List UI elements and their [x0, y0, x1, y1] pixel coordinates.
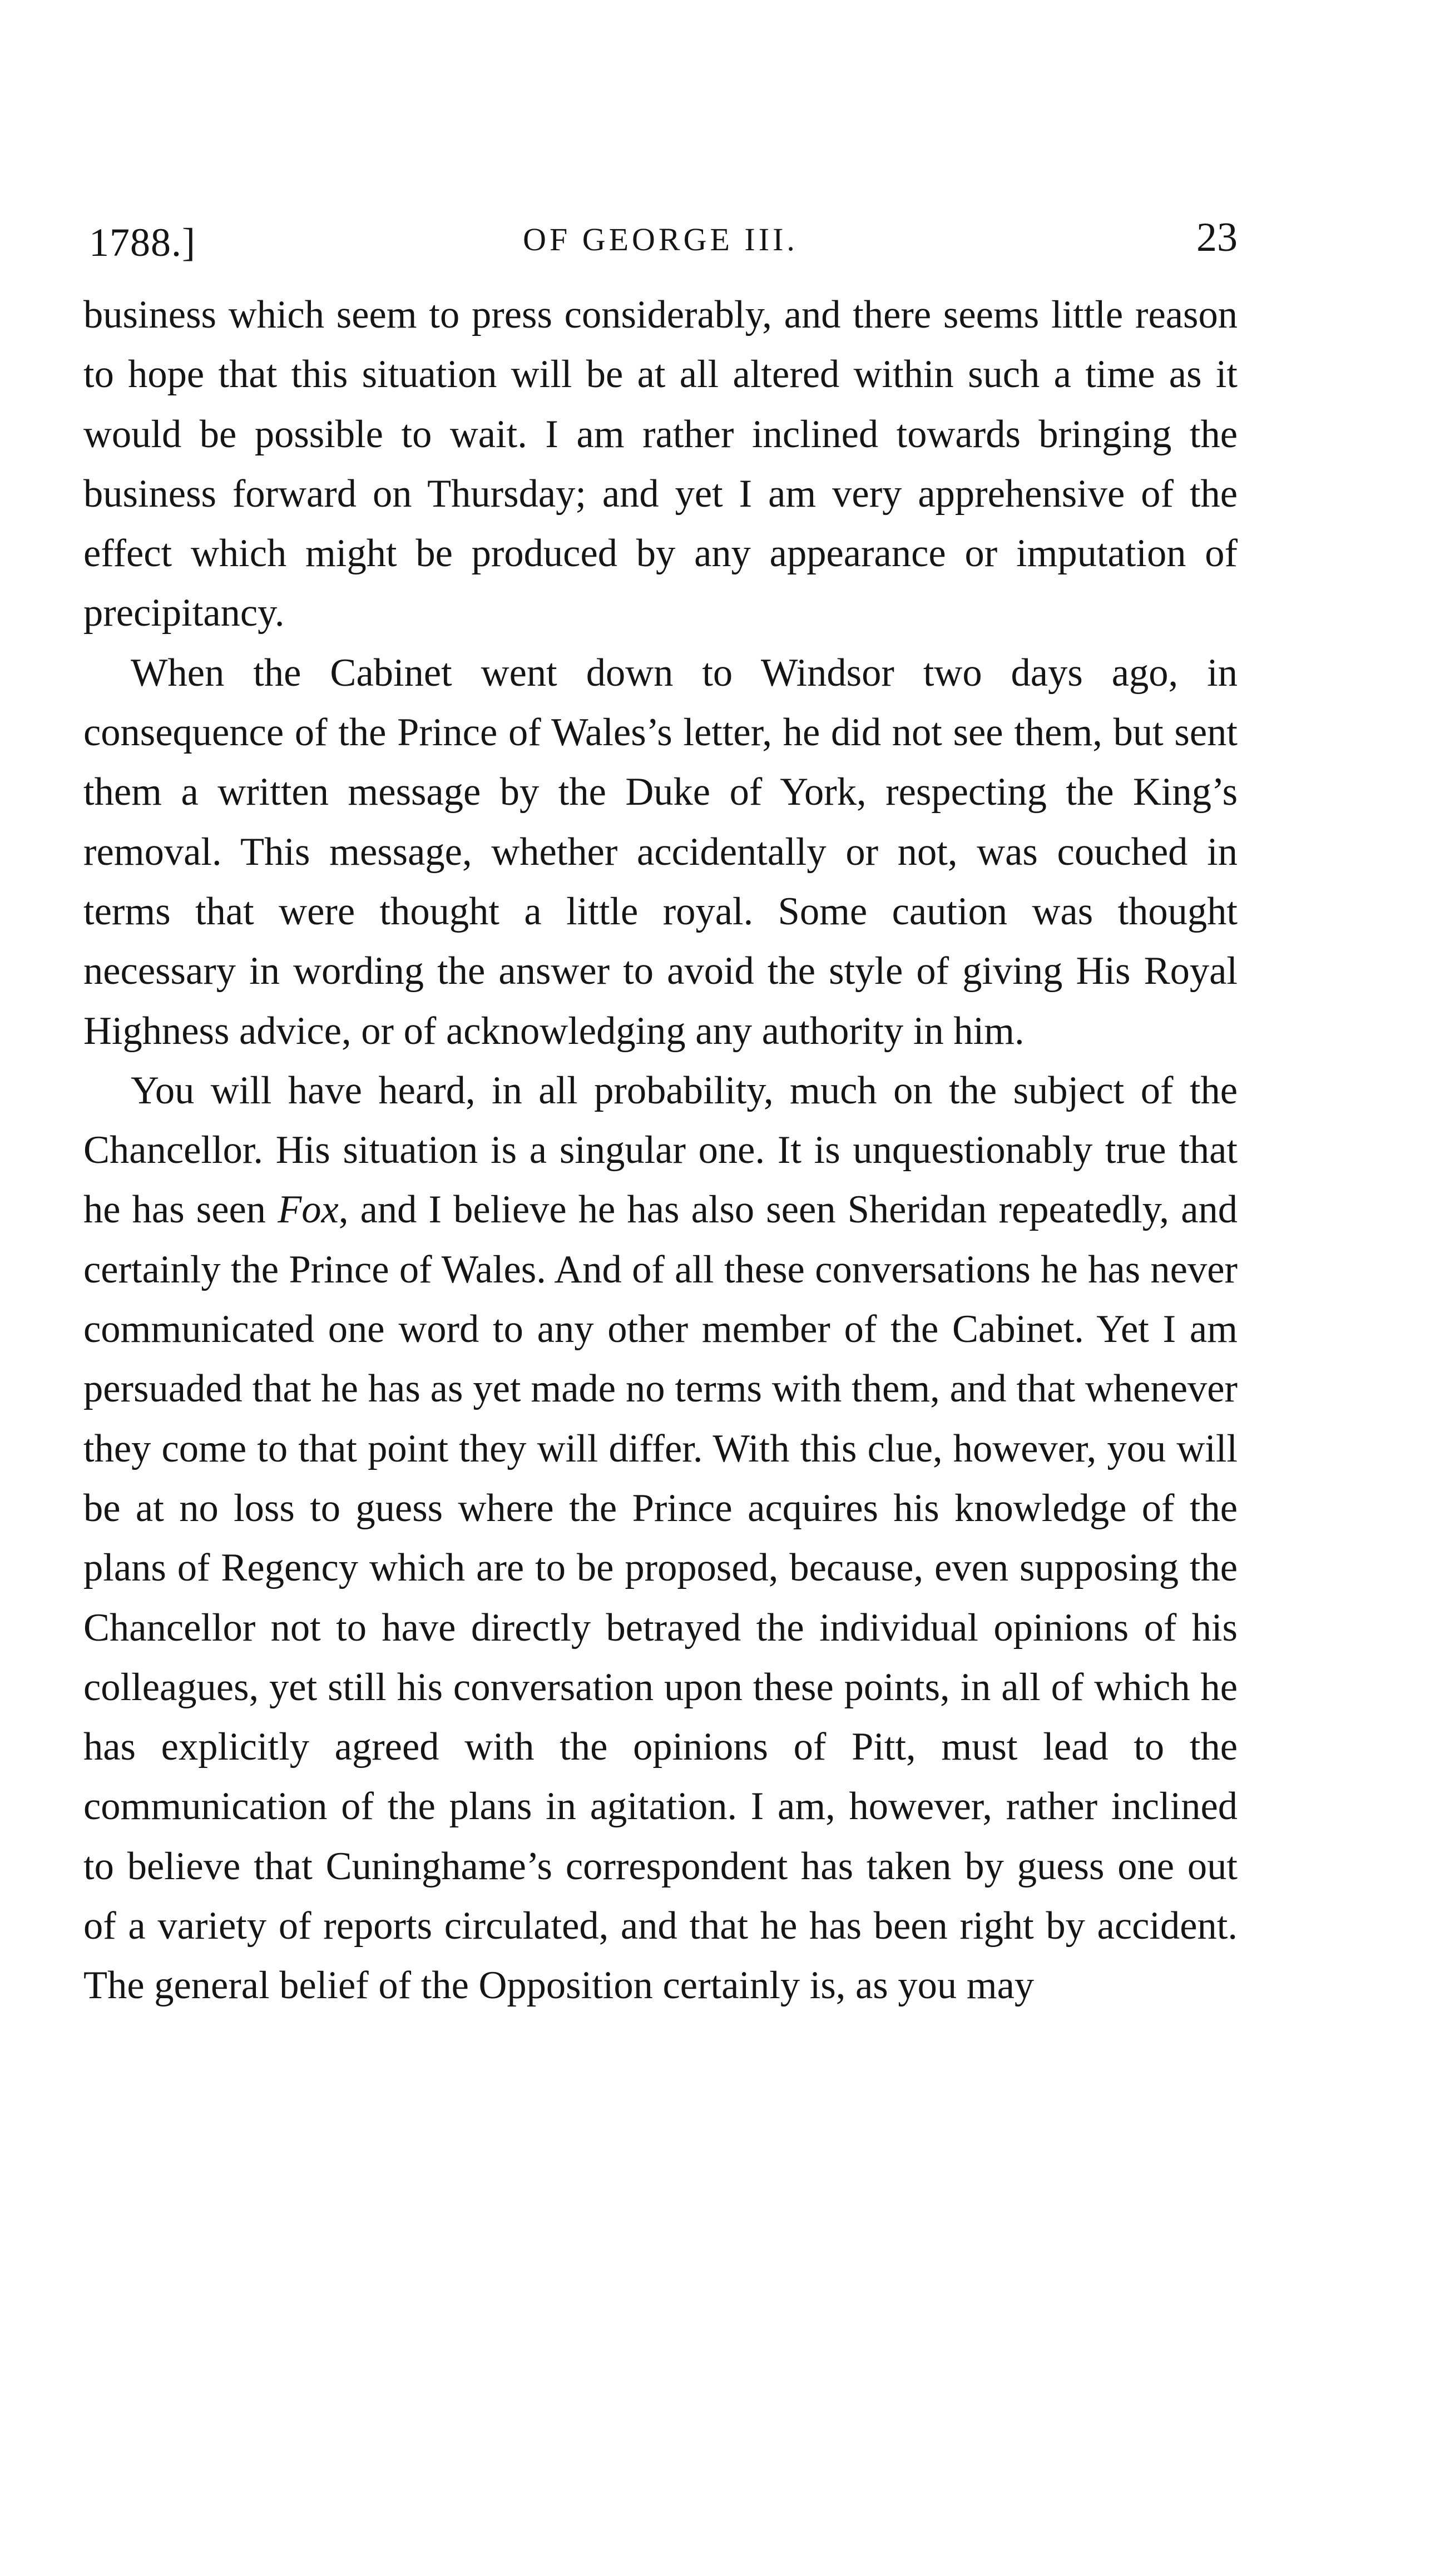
paragraph-3-start: You will have heard, in all probability, much on the subject of the Chancellor. His situation is a singular one. It is unquestionably true that he has seen: [83, 1068, 1238, 1232]
paragraph-2: When the Cabinet went down to Windsor two days ago, in consequence of the Prince of Wales’s letter, he did not see them, but sent them a written message by the Duke of York, respecting the King’s removal. This message, whether accidentally or not, was couched in terms that were thought a little royal. Some caution was thought necessary in wording the answer to avoid the style of giving His Royal Highness advice, or of acknowledging any authority in him.: [83, 651, 1238, 1053]
header-year: 1788.]: [89, 220, 196, 265]
running-title: OF GEORGE III.: [523, 221, 798, 257]
book-page: [83, 215, 1238, 2016]
running-header: [83, 215, 1238, 281]
paragraph-3: [83, 1061, 1238, 2016]
italic-name-fox: Fox: [278, 1188, 339, 1232]
page-number: 23: [1196, 215, 1238, 260]
paragraph-1: business which seem to press considerably, and there seems little reason to hope that this situation will be at all altered within such a time as it would be possible to wait. I am rather inclined towards bringing the business forward on Thursday; and yet I am very apprehensive of the effect which might be produced by any appearance or imputation of precipitancy.: [83, 293, 1238, 635]
paragraph-3-end: , and I believe he has also seen Sheridan repeatedly, and certainly the Prince of Wales. And of all these conversations he has never communicated one word to any other member of the Cabinet. Yet I am persuaded that he has as yet made no terms with them, and that whenever they come to that point they will differ. With this clue, however, you will be at no loss to guess where the Prince acquires his knowledge of the plans of Regency which are to be proposed, because, even supposing the Chancellor not to have directly betrayed the individual opinions of his colleagues, yet still his conversation upon these points, in all of which he has explicitly agreed with the opinions of Pitt, must lead to the communication of the plans in agitation. I am, however, rather inclined to believe that Cuninghame’s correspondent has taken by guess one out of a variety of reports circulated, and that he has been right by accident. The general belief of the Opposition certainly is, as you may: [83, 1188, 1238, 2008]
body-text: [83, 285, 1238, 2016]
